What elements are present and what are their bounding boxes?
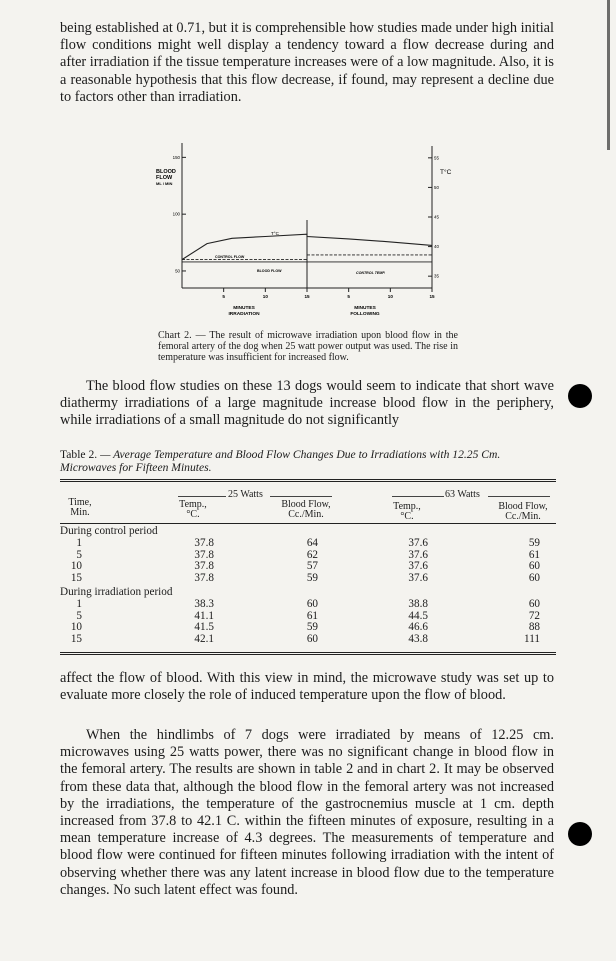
- x-tick-label-following: 15: [429, 294, 435, 299]
- section-control-period: During control period: [60, 525, 158, 537]
- right-tick-label: 35: [434, 273, 439, 279]
- col-header-temp-63-2: °C.: [400, 511, 414, 522]
- x-label-following-1: MINUTES: [354, 306, 376, 311]
- table-cell-f25: 62: [306, 548, 318, 561]
- table-cell-t63: 43.8: [408, 632, 428, 645]
- table-cell-f25: 59: [306, 621, 318, 633]
- col-header-flow-63-1: Blood Flow,: [498, 501, 548, 512]
- blood-flow-label: BLOOD FLOW: [257, 269, 282, 273]
- group-63-line-left: [392, 496, 444, 497]
- table-title: [60, 448, 556, 474]
- table-cell-f25: 60: [306, 598, 318, 610]
- group-header-25-watts: 25 Watts: [228, 489, 263, 500]
- col-header-temp-63-1: Temp.,: [393, 501, 421, 512]
- x-label-irradiation-2: IRRADIATION: [228, 312, 260, 317]
- chart-svg: [150, 138, 450, 318]
- right-axis-title: T°C: [440, 169, 452, 176]
- table-cell-t63: 46.6: [408, 621, 428, 633]
- table-cell-f63: 60: [528, 571, 540, 584]
- table-cell-f63: 88: [528, 621, 540, 633]
- table-cell-t25: 41.5: [194, 621, 214, 633]
- page-edge-shadow: [607, 0, 610, 150]
- table-cell-time: 10: [70, 621, 82, 633]
- table-top-rule-2: [60, 481, 556, 482]
- table-top-rule: [60, 479, 556, 480]
- temp-curve-label: T°C: [271, 231, 279, 236]
- table-cell-time: 15: [70, 632, 82, 645]
- col-header-temp-25-2: °C.: [186, 509, 200, 520]
- table-cell-t25: 37.8: [194, 537, 214, 549]
- x-tick-label-irradiation: 15: [304, 294, 310, 299]
- left-tick-label: 100: [172, 211, 180, 217]
- x-label-following-2: FOLLOWING: [350, 312, 380, 317]
- table-cell-time: 5: [76, 609, 82, 622]
- table-bottom-rule: [60, 652, 556, 653]
- col-header-temp-25-1: Temp.,: [179, 499, 207, 510]
- left-axis-unit: ML / MIN: [156, 181, 173, 186]
- group-header-63-watts: 63 Watts: [445, 489, 480, 500]
- table-cell-f25: 59: [306, 571, 318, 584]
- x-label-irradiation-1: MINUTES: [233, 306, 255, 311]
- table-cell-t63: 37.6: [408, 537, 428, 549]
- x-tick-label-irradiation: 5: [222, 294, 225, 299]
- x-tick-label-irradiation: 10: [262, 294, 268, 299]
- table-cell-f63: 60: [528, 560, 540, 572]
- table-label: Table 2.: [60, 448, 98, 461]
- left-axis-title-2: FLOW: [156, 175, 173, 181]
- right-tick-label: 45: [434, 214, 439, 220]
- table-cell-t63: 37.6: [408, 560, 428, 572]
- table-cell-t25: 37.8: [194, 548, 214, 561]
- table-cell-f25: 64: [306, 537, 318, 549]
- col-header-time-2: Min.: [70, 507, 90, 518]
- control-flow-label: CONTROL FLOW: [215, 255, 245, 259]
- table-title-text: — Average Temperature and Blood Flow Changes Due to Irradiations with 12.25 Cm. Microwaves for Fifteen Minutes.: [60, 448, 501, 474]
- table-cell-time: 15: [70, 571, 82, 584]
- table-cell-t25: 42.1: [194, 632, 214, 645]
- table-cell-t25: 37.8: [194, 571, 214, 584]
- paragraph-4: When the hindlimbs of 7 dogs were irradiated by means of 12.25 cm. microwaves using 25 watts power, there was no significant change in blood flow in the femoral artery. The results are shown in table 2 and in chart 2. It may be observed from these data that, although the blood flow in the femoral artery was not increased by the irradiations, the temperature of the gastrocnemius muscle at 1 cm. depth increased from 37.8 to 42.1 C. within the fifteen minutes of exposure, resulting in a mean temperature increase of 4.3 degrees. The measurements of temperature and blood flow were continued for fifteen minutes following irradiation with the intent of observing whether there was any latent increase in blood flow due to the temperature changes. No such latent effect was found.: [60, 727, 554, 898]
- right-tick-label: 50: [434, 184, 439, 190]
- data-table: [60, 479, 556, 655]
- group-25-line-right: [270, 496, 332, 497]
- table-cell-f63: 59: [528, 537, 540, 549]
- table-cell-t25: 38.3: [194, 598, 214, 610]
- table-cell-t25: 41.1: [194, 609, 214, 622]
- table-cell-f63: 60: [528, 598, 540, 610]
- left-tick-label: 150: [172, 154, 180, 160]
- group-25-line-left: [178, 496, 226, 497]
- table-cell-time: 5: [76, 548, 82, 561]
- binder-hole-top: [568, 384, 592, 408]
- chart-2: [150, 138, 450, 318]
- table-cell-time: 10: [70, 560, 82, 572]
- left-tick-label: 50: [175, 268, 180, 274]
- paragraph-2: The blood flow studies on these 13 dogs would seem to indicate that short wave diathermy irradiations of a large magnitude increase blood flow in the periphery, while irradiations of a small magnitude do not significantly: [60, 378, 554, 429]
- x-tick-labels: [222, 294, 435, 299]
- left-axis-title-1: BLOOD: [156, 169, 176, 175]
- table-cell-t63: 37.6: [408, 571, 428, 584]
- right-tick-labels: [434, 155, 439, 278]
- right-tick-label: 40: [434, 244, 439, 250]
- control-temp-label: CONTROL TEMP.: [356, 271, 386, 275]
- x-tick-label-following: 10: [387, 294, 393, 299]
- paragraph-3: affect the flow of blood. With this view in mind, the microwave study was set up to evaluate more closely the role of induced temperature upon the flow of blood.: [60, 670, 554, 704]
- section-irradiation-period: During irradiation period: [60, 586, 173, 598]
- col-header-time-1: Time,: [68, 497, 92, 508]
- table-cell-f63: 61: [528, 548, 540, 561]
- table-bottom-rule-2: [60, 654, 556, 655]
- col-header-flow-25-2: Cc./Min.: [288, 509, 324, 520]
- table-cell-t63: 37.6: [408, 548, 428, 561]
- table-cell-f25: 60: [306, 632, 318, 645]
- col-header-flow-25-1: Blood Flow,: [281, 499, 331, 510]
- x-tick-label-following: 5: [347, 294, 350, 299]
- table-cell-t25: 37.8: [194, 560, 214, 572]
- chart-caption: Chart 2. — The result of microwave irradiation upon blood flow in the femoral artery of the dog when 25 watt power output was used. The rise in temperature was insufficient for increased flow.: [158, 330, 458, 363]
- table-cell-f63: 111: [524, 632, 540, 645]
- table-cell-t63: 38.8: [408, 598, 428, 610]
- binder-hole-bottom: [568, 822, 592, 846]
- table-cell-t63: 44.5: [408, 609, 428, 622]
- col-header-flow-63-2: Cc./Min.: [505, 511, 541, 522]
- table-cell-time: 1: [76, 537, 82, 549]
- table-cell-time: 1: [76, 598, 82, 610]
- table-cell-f25: 57: [306, 560, 318, 572]
- paragraph-1: being established at 0.71, but it is comprehensible how studies made under high initial flow conditions might well display a tendency toward a flow decrease during and after irradiation if the tissue temperature increases were of a low magnitude. Also, it is a reasonable hypothesis that this flow decrease, if found, may represent a decline due to factors other than irradiation.: [60, 20, 554, 105]
- group-63-line-right: [488, 496, 550, 497]
- table-cell-f63: 72: [528, 609, 540, 622]
- table-cell-f25: 61: [306, 609, 318, 622]
- right-tick-label: 55: [434, 155, 439, 161]
- table-header-rule: [60, 523, 556, 524]
